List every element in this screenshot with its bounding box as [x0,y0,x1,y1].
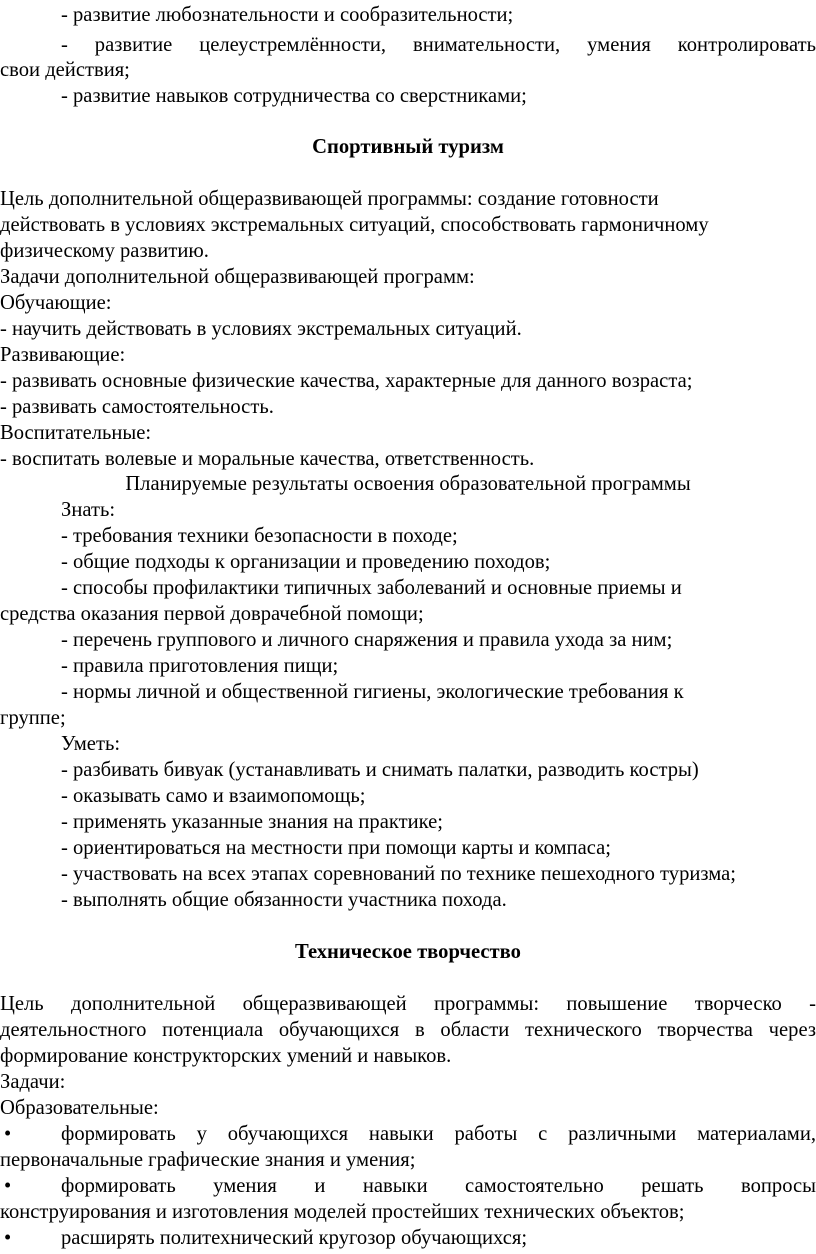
text-line: Задачи дополнительной общеразвивающей программ: [0,266,475,288]
text-line: физическому развитию. [0,240,209,262]
text-line: Развивающие: [0,344,126,366]
text-line: - развитие любознательности и сообразительности; [61,4,514,26]
text-line: - общие подходы к организации и проведению походов; [61,551,551,573]
section-heading: Спортивный туризм [312,136,504,158]
text-line: Цель дополнительной общеразвивающей программы: создание готовности [0,188,659,210]
text-line: Цель дополнительной общеразвивающей программы: повышение творческо - [0,993,816,1015]
text-line: - развитие навыков сотрудничества со сверстниками; [61,85,527,107]
text-line: действовать в условиях экстремальных ситуаций, способствовать гармоничному [0,214,709,236]
list-item [0,1121,816,1147]
text-line: - развивать самостоятельность. [0,396,274,418]
bullet-icon: • [4,1175,12,1197]
text-line: формирование конструкторских умений и навыков. [0,1045,452,1067]
text-line: Образовательные: [0,1097,159,1119]
text-line: деятельностного потенциала обучающихся в области технического творчества через [0,1019,816,1041]
text-line: группе; [0,707,66,729]
text-line: Знать: [61,499,116,521]
text-line: Обучающие: [0,292,112,314]
text-line: - развитие целеустремлённости, внимательности, умения контролировать [61,34,816,56]
text-line: - способы профилактики типичных заболеваний и основные приемы и [61,577,682,599]
text-line: - оказывать само и взаимопомощь; [61,785,366,807]
text-line: средства оказания первой доврачебной помощи; [0,603,424,625]
text-line: - правила приготовления пищи; [61,655,339,677]
text-line: - применять указанные знания на практике; [61,811,443,833]
text-line: первоначальные графические знания и умения; [0,1149,416,1171]
text-line: - участвовать на всех этапах соревнований по технике пешеходного туризма; [61,863,736,885]
text-line: - воспитать волевые и моральные качества, ответственность. [0,448,535,470]
text-line: - разбивать бивуак (устанавливать и снимать палатки, разводить костры) [61,759,699,781]
section-heading: Техническое творчество [295,941,521,963]
text-line: - развивать основные физические качества, характерные для данного возраста; [0,370,693,392]
subheading: Планируемые результаты освоения образовательной программы [125,473,691,495]
text-line: конструирования и изготовления моделей простейших технических объектов; [0,1201,685,1223]
list-item-text: формировать умения и навыки самостоятельно решать вопросы [61,1175,816,1197]
text-line: - перечень группового и личного снаряжения и правила ухода за ним; [61,629,673,651]
text-line: - нормы личной и общественной гигиены, экологические требования к [61,681,684,703]
text-line: - научить действовать в условиях экстремальных ситуаций. [0,318,522,340]
bullet-icon: • [4,1123,12,1145]
text-line: свои действия; [0,59,130,81]
text-line: Уметь: [61,733,121,755]
list-item-text: расширять политехнический кругозор обучающихся; [61,1227,528,1249]
text-line: Воспитательные: [0,422,152,444]
text-line: - выполнять общие обязанности участника похода. [61,889,507,911]
text-line: - требования техники безопасности в походе; [61,525,458,547]
list-item [0,1173,816,1199]
text-line: Задачи: [0,1071,66,1093]
list-item [0,1225,816,1251]
list-item-text: формировать у обучающихся навыки работы с различными материалами, [61,1123,816,1145]
text-line: - ориентироваться на местности при помощи карты и компаса; [61,837,611,859]
bullet-icon: • [4,1227,12,1249]
